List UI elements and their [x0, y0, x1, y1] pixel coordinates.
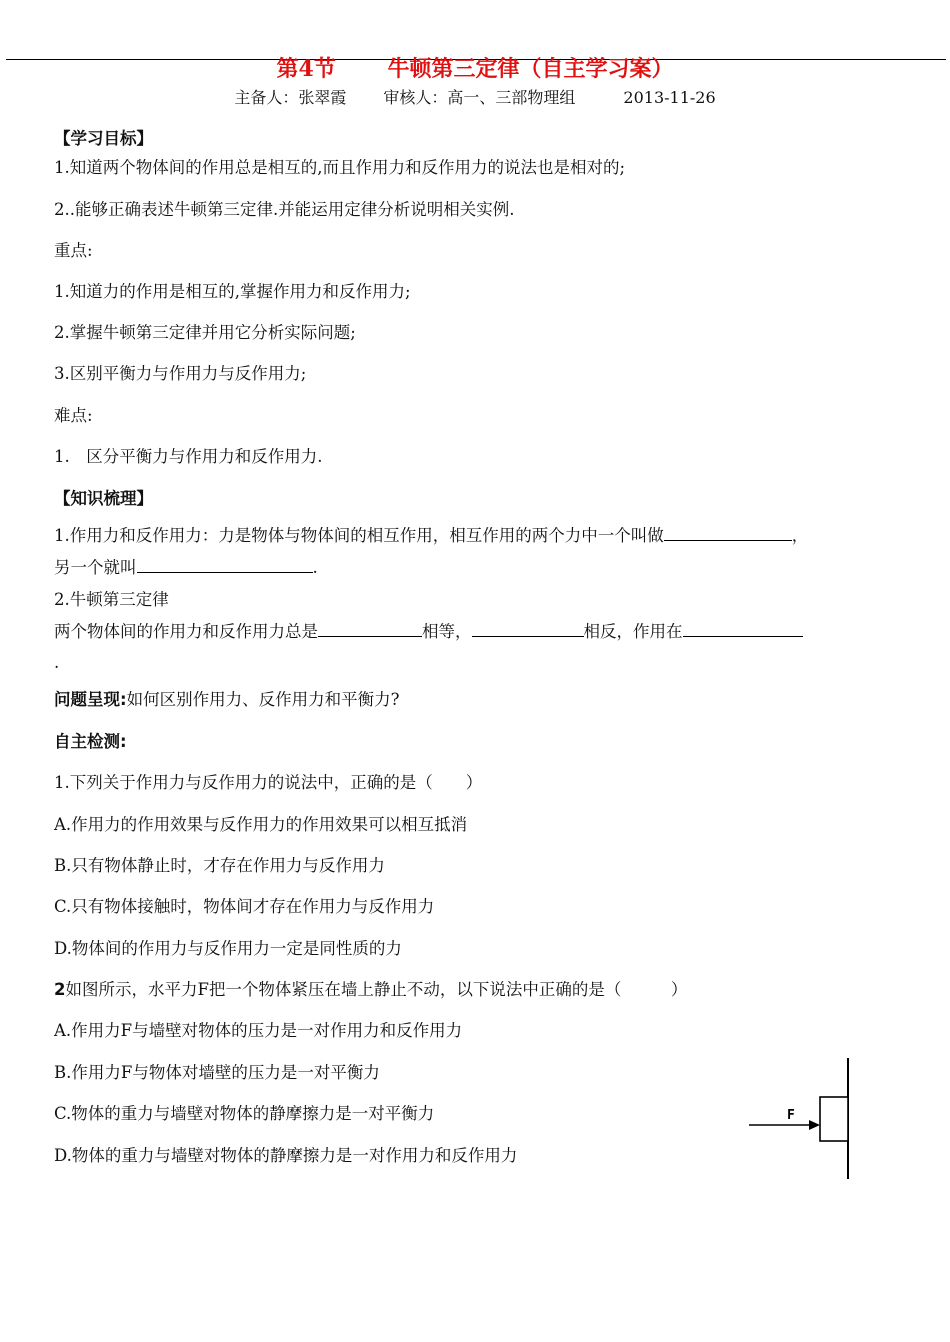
q1-option-a: A.作用力的作用效果与反作用力的作用效果可以相互抵消	[54, 815, 468, 834]
p1-text-b: ，	[791, 526, 809, 545]
goal-item-2: 2..能够正确表述牛顿第三定律.并能运用定律分析说明相关实例.	[54, 200, 515, 219]
fill-blank-3[interactable]	[318, 620, 422, 637]
p1-text-a: 1.作用力和反作用力：力是物体与物体间的相互作用，相互作用的两个力中一个叫做	[54, 526, 664, 545]
p2-text-b: 相等，	[422, 622, 472, 641]
fill-blank-4[interactable]	[472, 620, 584, 637]
question-text: 如何区别作用力、反作用力和平衡力?	[126, 690, 400, 709]
q2-stem: 如图所示，水平力F把一个物体紧压在墙上静止不动，以下说法中正确的是（ ）	[65, 980, 688, 999]
goals-heading: 【学习目标】	[54, 129, 153, 148]
key-label: 重点:	[54, 241, 93, 260]
byline: 主备人：张翠霞 审核人：高一、三部物理组 2013-11-26	[234, 88, 716, 107]
knowledge-p2-end: .	[54, 653, 60, 672]
hard-item-1: 1. 区分平衡力与作用力和反作用力.	[54, 447, 323, 466]
fill-blank-1[interactable]	[664, 524, 792, 541]
fill-blank-2[interactable]	[137, 556, 313, 573]
knowledge-p2-title: 2.牛顿第三定律	[54, 590, 169, 609]
selfcheck-heading: 自主检测:	[54, 732, 127, 751]
q2-stem-line	[54, 979, 687, 1001]
p2-text-c: 相反，作用在	[583, 622, 683, 641]
fill-blank-5[interactable]	[683, 620, 803, 637]
force-arrowhead	[809, 1120, 820, 1130]
q2-option-b: B.作用力F与物体对墙壁的压力是一对平衡力	[54, 1063, 380, 1082]
q2-number: 2	[54, 980, 66, 999]
hard-label: 难点:	[54, 406, 93, 425]
wall-force-figure	[745, 1055, 860, 1185]
block-rect	[820, 1097, 848, 1141]
q1-stem: 1.下列关于作用力与反作用力的说法中，正确的是（ ）	[54, 773, 483, 792]
q2-option-a: A.作用力F与墙壁对物体的压力是一对作用力和反作用力	[54, 1021, 463, 1040]
key-item-2: 2.掌握牛顿第三定律并用它分析实际问题;	[54, 323, 356, 342]
q1-option-b: B.只有物体静止时，才存在作用力与反作用力	[54, 856, 385, 875]
knowledge-p2-line	[54, 620, 803, 643]
key-item-3: 3.区别平衡力与作用力与反作用力;	[54, 364, 307, 383]
p2-text-a: 两个物体间的作用力和反作用力总是	[54, 622, 318, 641]
p1-text-d: .	[312, 558, 318, 577]
knowledge-heading: 【知识梳理】	[54, 489, 153, 508]
page-title: 第4节 牛顿第三定律（自主学习案）	[276, 56, 674, 82]
goal-item-1: 1.知道两个物体间的作用总是相互的,而且作用力和反作用力的说法也是相对的;	[54, 158, 626, 177]
q1-option-d: D.物体间的作用力与反作用力一定是同性质的力	[54, 939, 402, 958]
key-item-1: 1.知道力的作用是相互的,掌握作用力和反作用力;	[54, 282, 411, 301]
question-line	[54, 689, 399, 711]
p1-text-c: 另一个就叫	[54, 558, 137, 577]
knowledge-p1-line1	[54, 524, 808, 547]
q2-option-d: D.物体的重力与墙壁对物体的静摩擦力是一对作用力和反作用力	[54, 1146, 518, 1165]
q2-option-c: C.物体的重力与墙壁对物体的静摩擦力是一对平衡力	[54, 1104, 435, 1123]
q1-option-c: C.只有物体接触时，物体间才存在作用力与反作用力	[54, 897, 435, 916]
force-label: F	[787, 1108, 795, 1123]
knowledge-p1-line2	[54, 556, 318, 579]
question-label: 问题呈现:	[54, 690, 127, 709]
